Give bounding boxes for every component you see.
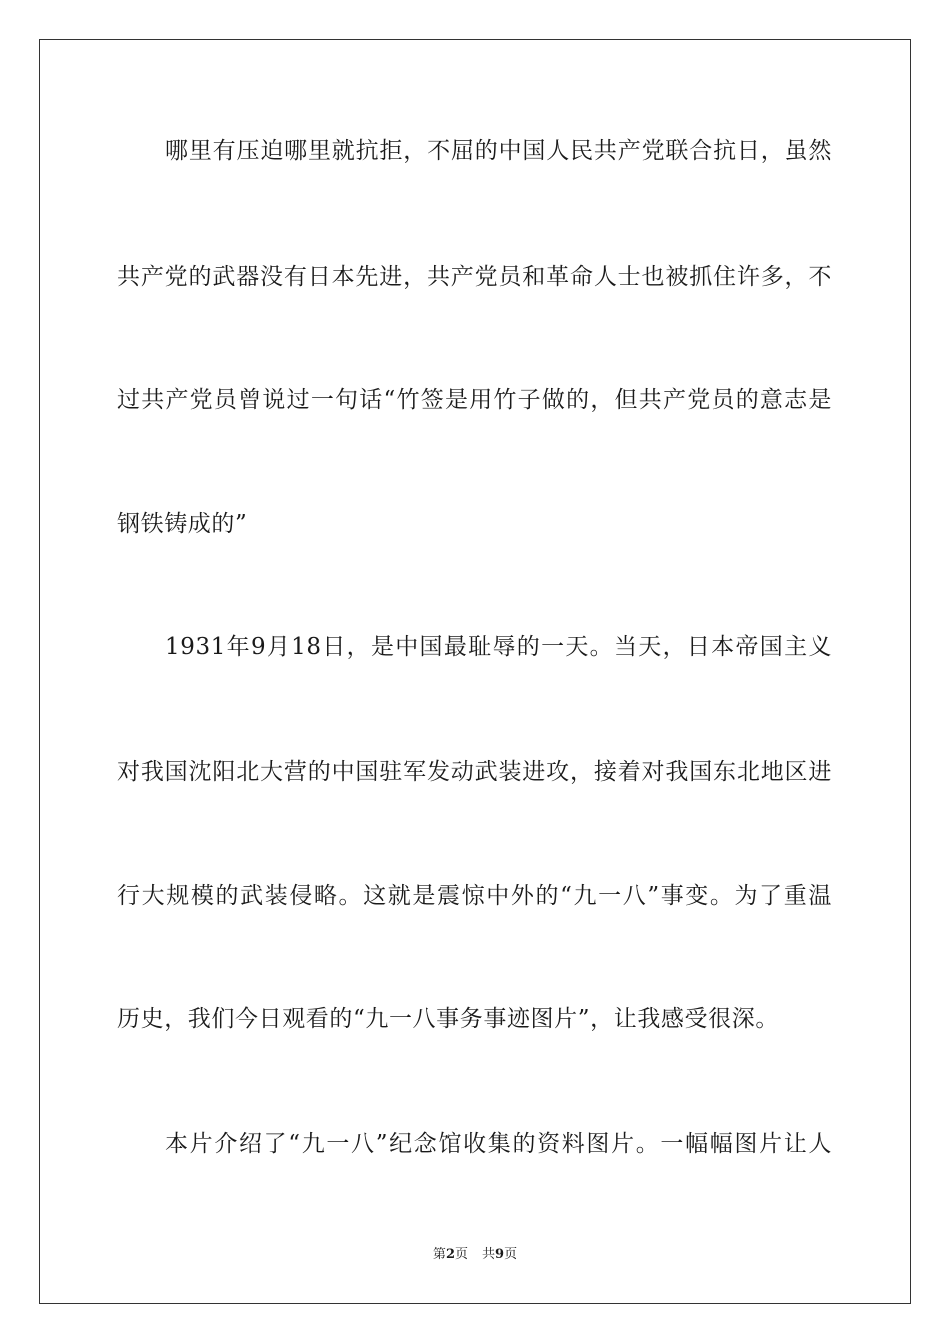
paragraph-line: 1931年9月18日，是中国最耻辱的一天。当天，日本帝国主义 (165, 634, 832, 660)
paragraph-line: 本片介绍了“九一八”纪念馆收集的资料图片。一幅幅图片让人 (165, 1131, 832, 1157)
total-suffix: 页 (504, 1247, 518, 1262)
page-number: 2 (445, 1247, 455, 1262)
paragraph-line: 对我国沈阳北大营的中国驻军发动武装进攻，接着对我国东北地区进 (117, 759, 832, 785)
paragraph-line: 钢铁铸成的” (117, 511, 248, 537)
paragraph-line: 哪里有压迫哪里就抗拒，不屈的中国人民共产党联合抗日，虽然 (165, 138, 832, 164)
page-suffix: 页 (454, 1247, 468, 1262)
page-border (39, 39, 911, 1304)
page-footer (0, 1246, 950, 1264)
total-prefix: 共 (482, 1247, 496, 1262)
paragraph-line: 共产党的武器没有日本先进，共产党员和革命人士也被抓住许多，不 (117, 264, 832, 290)
paragraph-line: 过共产党员曾说过一句话“竹签是用竹子做的，但共产党员的意志是 (117, 387, 832, 413)
paragraph-line: 行大规模的武装侵略。这就是震惊中外的“九一八”事变。为了重温 (117, 883, 832, 909)
page-prefix: 第 (432, 1247, 446, 1262)
paragraph-line: 历史，我们今日观看的“九一八事务事迹图片”，让我感受很深。 (117, 1006, 779, 1032)
total-pages: 9 (495, 1247, 505, 1262)
